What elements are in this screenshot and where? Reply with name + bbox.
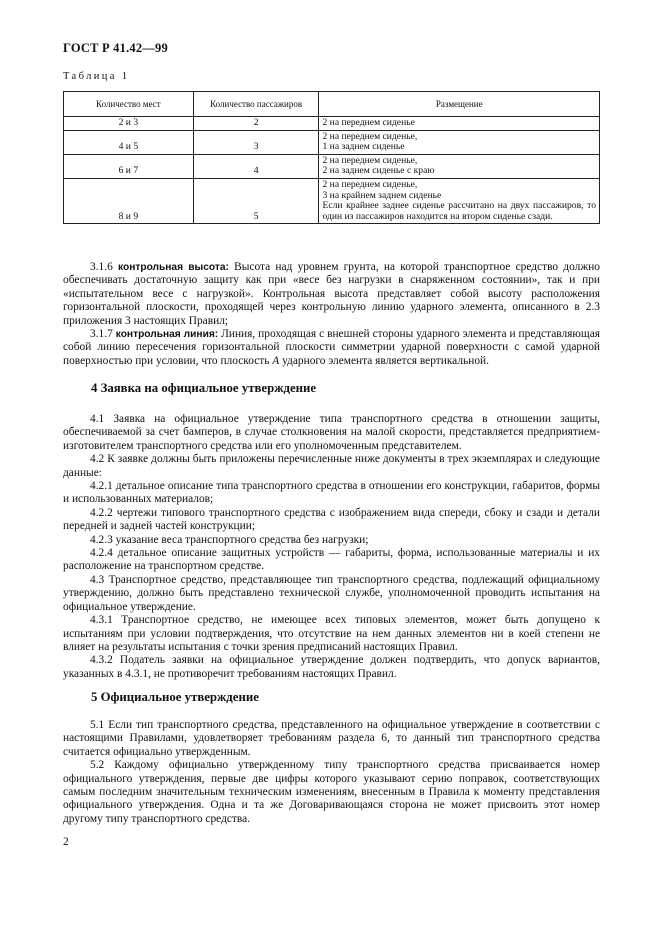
plane-symbol: А (272, 354, 280, 367)
table-caption: Таблица 1 (63, 71, 130, 82)
placement-note: Если крайнее заднее сиденье рассчитано на двух пассажиров, то один из пассажиров находится на втором сиденье сзади. (322, 200, 596, 222)
paragraph: 5.2 Каждому официально утвержденному типу транспортного средства присваивается номер официального утверждения, первые две цифры которого указывают серию поправок, соответствующих самым последним значительным техническим изменениям, внесенным в Правила к моменту представления официального утверждения. Одна и та же Договаривающаяся сторона не может присвоить этот номер другому типу транспортного средства. (63, 759, 600, 825)
term: контрольная линия: (115, 329, 219, 341)
paragraph: 4.3 Транспортное средство, представляющее тип транспортного средства, подлежащий официальному утверждению, должно быть представлено технической службе, уполномоченной проводить испытания на официальное утверждение. (63, 573, 600, 613)
table-row (64, 130, 600, 154)
passengers-cell: 3 (193, 130, 319, 154)
placement-line: 3 на крайнем заднем сиденье (322, 189, 442, 201)
paragraph: 5.1 Если тип транспортного средства, представленного на официальное утверждение в соответствии с настоящими Правилами, удовлетворяет требованиям раздела 6, то данный тип транспортного средства считается официально утвержденным. (63, 719, 600, 758)
paragraph: 4.1 Заявка на официальное утверждение типа транспортного средства в отношении защиты, обеспечиваемой за счет бамперов, в случае столкновения на малой скорости, представляется предприятием-изготовителем транспортного средства или его уполномоченным представителем. (63, 413, 600, 452)
paragraph: 4.2.1 детальное описание типа транспортного средства в отношении его конструкции, габаритов, формы и использованных материалов; (63, 480, 600, 506)
clause-number: 3.1.6 (90, 261, 113, 273)
paragraph: 4.3.1 Транспортное средство, не имеющее всех типовых элементов, может быть допущено к испытаниям при условии подтверждения, что отсутствие на нем данных элементов ни в коей степени не влияет на результаты испытания с точки зрения предписаний настоящих Правил. (63, 614, 600, 653)
term: контрольная высота: (118, 262, 229, 273)
passengers-cell: 5 (193, 178, 319, 223)
seating-table (63, 91, 600, 224)
table-row (64, 154, 600, 178)
seats-cell: 4 и 5 (64, 130, 194, 154)
seats-cell: 8 и 9 (64, 178, 194, 223)
placement-line: 2 на переднем сиденье, (322, 130, 418, 142)
definitions-block (63, 261, 600, 368)
column-header: Количество пассажиров (193, 92, 319, 117)
clause-number: 3.1.7 (90, 328, 113, 341)
paragraph: 4.2.4 детальное описание защитных устройств — габариты, форма, использованные материалы и их расположение на транспортном средстве. (63, 547, 600, 573)
section-4-heading: 4 Заявка на официальное утверждение (91, 381, 317, 395)
passengers-cell: 2 (193, 117, 319, 131)
seats-cell: 6 и 7 (64, 154, 194, 178)
column-header: Количество мест (64, 92, 194, 117)
section-5-body (63, 719, 600, 826)
placement-cell (319, 178, 600, 223)
paragraph: 4.3.2 Податель заявки на официальное утверждение должен подтвердить, что допуск вариантов, указанных в 4.3.1, не противоречит требованиям настоящих Правил. (63, 654, 600, 680)
placement-cell (319, 130, 600, 154)
paragraph-3-1-7 (63, 328, 600, 368)
seats-cell: 2 и 3 (64, 117, 194, 131)
clause-text: Линия, проходящая с внешней стороны ударного элемента и представляющая собой линию пересечения горизонтальной плоскости симметрии ударной поверхности с самой ударной поверхностью при условии, что плоскость (63, 328, 600, 367)
placement-line: 2 на переднем сиденье, (322, 154, 418, 166)
table-row (64, 178, 600, 223)
paragraph: 4.2.3 указание веса транспортного средства без нагрузки; (90, 533, 369, 546)
clause-text: Высота над уровнем грунта, на которой транспортное средство должно обеспечивать достаточную защиту как при «весе без нагрузки в снаряженном состоянии», так и при «испытательном весе с нагрузкой». Контрольная высота представляет собой высоту расположения горизонтальной плоскости, проходящей через контрольную линию ударного элемента, описанного в 2.3 приложения 3 настоящих Правил; (63, 261, 600, 327)
placement-cell (319, 154, 600, 178)
paragraph: 4.2.2 чертежи типового транспортного средства с изображением вида спереди, сбоку и сзади и детали передней и задней частей конструкции; (63, 506, 600, 533)
table-header-row (64, 92, 600, 117)
paragraph-3-1-6 (63, 261, 600, 328)
placement-line: 2 на заднем сиденье с краю (322, 165, 435, 177)
document-header: ГОСТ Р 41.42—99 (63, 41, 168, 55)
page-number: 2 (63, 836, 69, 848)
placement-line: 2 на переднем сиденье, (322, 178, 418, 190)
placement-line: 2 на переднем сиденье (322, 117, 415, 128)
table-row (64, 117, 600, 131)
paragraph: 4.2 К заявке должны быть приложены перечисленные ниже документы в трех экземплярах и следующие данные: (63, 453, 600, 479)
passengers-cell: 4 (193, 154, 319, 178)
placement-line: 1 на заднем сиденье (322, 141, 405, 153)
placement-cell (319, 117, 600, 131)
section-5-heading: 5 Официальное утверждение (91, 690, 259, 704)
column-header: Размещение (319, 92, 600, 117)
section-4-body (63, 413, 600, 681)
clause-text: ударного элемента является вертикальной. (279, 354, 489, 367)
